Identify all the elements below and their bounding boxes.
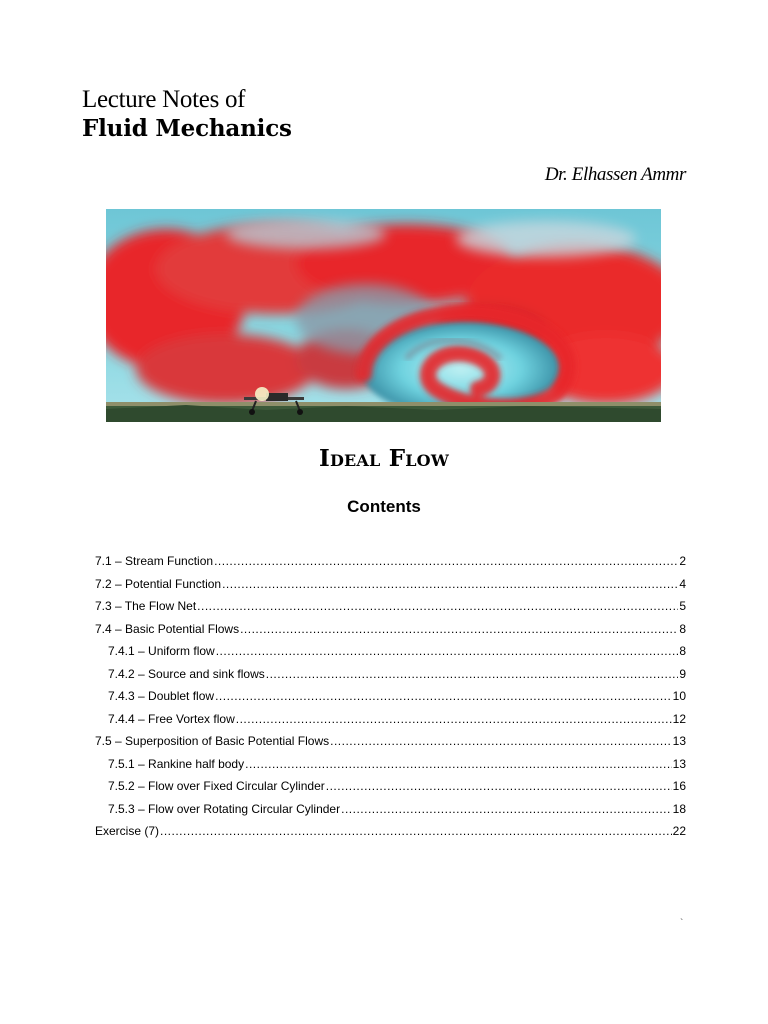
toc-leader-dots: [160, 824, 672, 838]
toc-leader-dots: [222, 577, 678, 591]
toc-entry[interactable]: [95, 554, 686, 577]
lecture-title-line2: Fluid Mechanics: [82, 115, 292, 142]
toc-entry[interactable]: [95, 667, 686, 690]
toc-entry-label: 7.4.4 – Free Vortex flow: [108, 711, 235, 726]
toc-entry-label: Exercise (7): [95, 824, 160, 838]
toc-leader-dots: [341, 802, 672, 816]
toc-entry-label: 7.5.3 – Flow over Rotating Circular Cylinder: [108, 801, 341, 816]
toc-leader-dots: [266, 667, 679, 681]
toc-leader-dots: [240, 622, 678, 636]
toc-entry[interactable]: [95, 757, 686, 780]
toc-entry-page: 2: [679, 554, 686, 568]
toc-entry[interactable]: [95, 577, 686, 600]
cover-image-vortex-smoke: [106, 209, 661, 422]
toc-entry-page: 8: [679, 621, 686, 636]
toc-entry-page: 10: [672, 689, 686, 703]
contents-heading: Contents: [347, 497, 421, 516]
toc-entry-page: 16: [672, 779, 686, 793]
toc-entry-label: 7.2 – Potential Function: [95, 576, 222, 591]
toc-entry-page: 9: [679, 666, 686, 681]
toc-entry-label: 7.5.2 – Flow over Fixed Circular Cylinder: [108, 779, 325, 793]
toc-entry-page: 13: [672, 734, 686, 748]
toc-entry-label: 7.5 – Superposition of Basic Potential Flows: [95, 734, 330, 748]
toc-entry-label: 7.4.3 – Doublet flow: [108, 689, 215, 703]
toc-entry-page: 13: [672, 756, 686, 771]
toc-entry-page: 8: [679, 644, 686, 658]
toc-entry-page: 5: [679, 599, 686, 613]
toc-entry-label: 7.1 – Stream Function: [95, 554, 214, 568]
toc-entry-page: 18: [672, 801, 686, 816]
toc-entry-label: 7.3 – The Flow Net: [95, 599, 197, 613]
toc-entry-label: 7.4 – Basic Potential Flows: [95, 621, 240, 636]
toc-entry-page: 22: [672, 824, 686, 838]
toc-entry[interactable]: [95, 734, 686, 757]
toc-leader-dots: [216, 644, 679, 658]
corner-mark: `: [680, 918, 684, 929]
toc-entry[interactable]: [95, 689, 686, 712]
toc-entry[interactable]: [95, 824, 686, 847]
toc-entry[interactable]: [95, 802, 686, 825]
toc-leader-dots: [215, 689, 672, 703]
lecture-title-line1: Lecture Notes of: [82, 86, 246, 113]
toc-entry-label: 7.4.2 – Source and sink flows: [108, 666, 265, 681]
toc-leader-dots: [197, 599, 678, 613]
table-of-contents: [95, 554, 686, 847]
toc-entry-page: 4: [679, 576, 686, 591]
toc-entry[interactable]: [95, 599, 686, 622]
section-title: Ideal Flow: [319, 445, 449, 472]
toc-leader-dots: [245, 757, 672, 771]
toc-entry[interactable]: [95, 622, 686, 645]
author-name: Dr. Elhassen Ammr: [544, 164, 686, 185]
toc-entry[interactable]: [95, 644, 686, 667]
toc-leader-dots: [330, 734, 672, 748]
toc-entry-label: 7.4.1 – Uniform flow: [108, 644, 215, 658]
toc-leader-dots: [236, 712, 672, 726]
toc-leader-dots: [326, 779, 672, 793]
toc-entry[interactable]: [95, 779, 686, 802]
toc-entry-label: 7.5.1 – Rankine half body: [108, 756, 245, 771]
toc-entry-page: 12: [672, 711, 686, 726]
toc-entry[interactable]: [95, 712, 686, 735]
toc-leader-dots: [214, 554, 678, 568]
